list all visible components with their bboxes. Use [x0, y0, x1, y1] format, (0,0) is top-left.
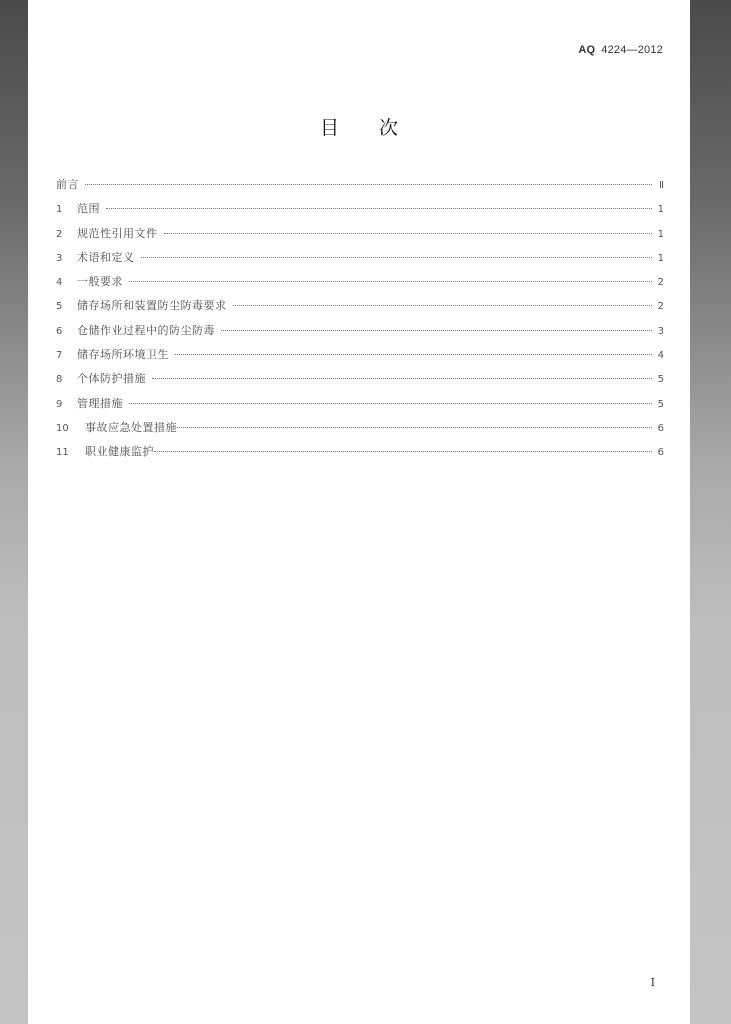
toc-entry-number: 2 — [56, 228, 63, 240]
toc-entry-emergency-response[interactable] — [56, 419, 664, 443]
toc-entry-page: 5 — [657, 374, 664, 386]
toc-entry-normative-references[interactable] — [56, 225, 664, 249]
toc-entry-title: 前言 — [56, 178, 79, 191]
toc-entry-general-requirements[interactable] — [56, 273, 664, 297]
toc-entry-page: 3 — [657, 325, 664, 337]
dot-leader — [141, 257, 653, 258]
toc-entry-title: 储存场所和装置防尘防毒要求 — [77, 299, 227, 313]
dot-leader — [129, 281, 652, 282]
toc-entry-page: 5 — [657, 398, 664, 410]
dot-leader — [85, 184, 652, 185]
toc-entry-number: 5 — [56, 301, 63, 313]
toc-entry-number: 6 — [56, 325, 63, 337]
toc-entry-page: 2 — [657, 277, 664, 289]
toc-entry-page: 6 — [657, 447, 664, 459]
toc-entry-page: 4 — [657, 350, 664, 362]
toc-entry-page: 1 — [657, 204, 664, 216]
dot-leader — [129, 403, 652, 404]
toc-entry-management-measures[interactable] — [56, 395, 664, 419]
toc-entry-page: 6 — [657, 422, 664, 434]
toc-entry-terms-definitions[interactable] — [56, 249, 664, 273]
dot-leader — [164, 233, 653, 234]
toc-entry-scope[interactable] — [56, 200, 664, 224]
toc-entry-foreword[interactable] — [56, 176, 664, 200]
toc-entry-health-surveillance[interactable] — [56, 443, 664, 467]
toc-title: 目次 — [319, 117, 438, 139]
toc-entry-title: 仓储作业过程中的防尘防毒 — [77, 323, 215, 337]
toc-entry-title: 术语和定义 — [77, 250, 135, 264]
dot-leader — [152, 378, 652, 379]
table-of-contents — [56, 176, 664, 468]
toc-entry-title: 职业健康监护 — [85, 445, 154, 459]
toc-entry-environmental-hygiene[interactable] — [56, 346, 664, 370]
dot-leader — [175, 354, 652, 355]
toc-entry-title: 储存场所环境卫生 — [77, 348, 169, 362]
toc-entry-title: 事故应急处置措施 — [85, 420, 177, 434]
toc-entry-number: 4 — [56, 277, 63, 289]
document-page — [28, 0, 690, 1024]
toc-entry-number: 10 — [56, 422, 69, 434]
toc-entry-number: 1 — [56, 204, 63, 216]
toc-entry-personal-protection[interactable] — [56, 370, 664, 394]
dot-leader — [106, 208, 652, 209]
page-number: I — [650, 976, 655, 989]
toc-entry-warehousing-operations[interactable] — [56, 322, 664, 346]
toc-entry-title: 一般要求 — [77, 275, 123, 289]
toc-entry-number: 3 — [56, 252, 63, 264]
dot-leader — [221, 330, 652, 331]
toc-entry-page: 1 — [657, 228, 664, 240]
standard-number: 4224—2012 — [601, 44, 663, 56]
standard-code — [578, 44, 663, 56]
toc-entry-number: 8 — [56, 374, 63, 386]
standard-prefix: AQ — [578, 44, 596, 56]
toc-entry-storage-facility-requirements[interactable] — [56, 297, 664, 321]
toc-entry-title: 范围 — [77, 202, 100, 216]
dot-leader — [177, 427, 652, 428]
toc-entry-page: 1 — [657, 252, 664, 264]
toc-entry-title: 个体防护措施 — [77, 372, 146, 386]
dot-leader — [233, 305, 653, 306]
toc-entry-title: 规范性引用文件 — [77, 226, 158, 240]
toc-entry-page: Ⅱ — [659, 180, 664, 191]
toc-entry-number: 11 — [56, 447, 69, 459]
toc-entry-number: 9 — [56, 398, 63, 410]
toc-entry-number: 7 — [56, 350, 63, 362]
toc-entry-title: 管理措施 — [77, 396, 123, 410]
dot-leader — [154, 451, 652, 452]
toc-entry-page: 2 — [657, 301, 664, 313]
